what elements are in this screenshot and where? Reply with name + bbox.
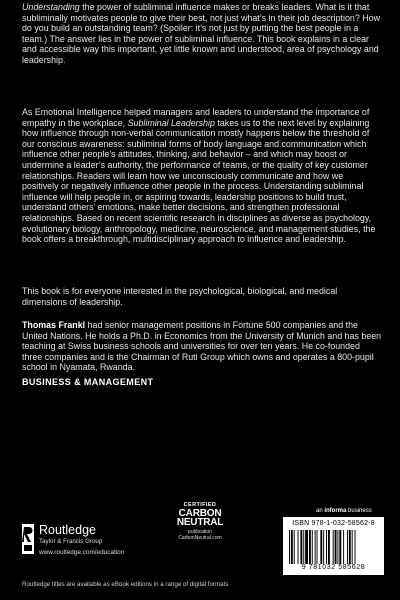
barcode-bar <box>298 530 299 564</box>
publisher-name: Routledge <box>39 523 96 537</box>
barcode-icon <box>289 530 378 564</box>
carbon-neutral-badge <box>170 502 230 562</box>
publication-label: publication <box>188 529 212 535</box>
barcode-bar <box>315 530 316 564</box>
barcode-bar <box>320 530 322 564</box>
barcode-bar <box>328 530 330 564</box>
author-bio-text: had senior management positions in Fortune 500 companies and the United Nations. He holds a Ph.D. in Economics from the University of Munich and has been teaching at Swiss business schools and universities for over ten years. He co-founded three companies and is the Chairman of Ruti Group which owns and operates a 800-pupil school in Nyamata, Rwanda. <box>22 320 382 373</box>
author-name: Thomas Frankl <box>22 320 86 330</box>
carbon-neutral-site: CarbonNeutral.com <box>178 535 222 541</box>
informa-suffix: business <box>346 508 372 514</box>
barcode-bar <box>333 530 334 564</box>
barcode-bar <box>352 530 353 564</box>
barcode-bar <box>309 530 311 564</box>
description-paragraph-1 <box>22 2 382 66</box>
barcode-bar <box>355 530 356 564</box>
description-paragraph-3 <box>22 286 382 307</box>
publisher-logo <box>22 522 162 562</box>
neutral-label: NEUTRAL <box>176 517 224 528</box>
paragraph-2-start: As Emotional Intelligence helped managers and leaders to understand the importance of empathy in the workplace, <box>22 107 370 128</box>
barcode-bar <box>339 530 341 564</box>
barcode-bar <box>343 530 344 564</box>
barcode-bar <box>347 530 348 564</box>
informa-prefix: an <box>316 508 325 514</box>
barcode-bars <box>289 530 378 564</box>
intro-emphasis: Understanding <box>22 2 80 12</box>
carbon-label: CARBON <box>178 508 222 519</box>
publisher-url[interactable]: www.routledge.com/education <box>39 549 125 556</box>
barcode-bar <box>291 530 293 564</box>
barcode-bar <box>326 530 327 564</box>
barcode-bar <box>303 530 304 564</box>
routledge-mark-icon <box>22 524 34 554</box>
audience-text: This book is for everyone interested in the psychological, biological, and medical dimensions of leadership. <box>22 286 338 307</box>
isbn-text: ISBN 978-1-032-58562-8 <box>292 520 375 527</box>
barcode-bar <box>305 530 308 564</box>
barcode-bar <box>317 530 318 564</box>
paragraph-1-text: the power of subliminal influence makes or breaks leaders. What is it that subliminally motivates people to give their best, not just what’s in their job description? How do you build an outstanding team? (Spoiler: it’s not just by putting the best people in a team.) The answer lies in the power of subliminal influence. This book explains in a clear and accessible way this important, yet little known and understood, area of psychology and leadership. <box>22 2 380 65</box>
category-label: BUSINESS & MANAGEMENT <box>22 377 154 387</box>
publisher-group: Taylor & Francis Group <box>39 538 103 545</box>
barcode-bar <box>335 530 337 564</box>
informa-tagline <box>316 508 372 514</box>
barcode-bar <box>294 530 295 564</box>
barcode-digits: 9 781032 585628 <box>301 564 366 571</box>
barcode-bar <box>323 530 324 564</box>
barcode-bar <box>289 530 290 564</box>
barcode-bar <box>300 530 302 564</box>
barcode-bar <box>337 530 338 564</box>
isbn-barcode <box>283 517 384 575</box>
paragraph-2-text: takes us to the next level by explaining how influence through non-verbal communication mostly happens below the threshold of our conscious awareness: subliminal forms of body language and communication which influence other people’s attitudes, thinking, and behavior – and which may boost or undermine a leader’s authority, the performance of teams, or the quality of key customer relationships. Readers will learn how we unconsciously communicate and how we positively or negatively influence other people in the process. Understanding subliminal influence will help people in, or aspiring towards, leadership positions to build trust, understand others’ emotions, make better decisions, and strengthen professional relationships. Based on recent scientific research in disciplines as diverse as psychology, evolutionary biology, anthropology, medicine, neuroscience, and management studies, the book offers a breakthrough, multidisciplinary approach to influence and leadership. <box>22 117 376 245</box>
ebook-footnote: Routledge titles are available as eBook editions in a range of digital formats <box>22 581 229 588</box>
book-title-emphasis: Subliminal Leadership <box>127 117 215 128</box>
description-paragraph-2 <box>22 107 382 245</box>
informa-brand: informa <box>324 508 347 514</box>
barcode-bar <box>312 530 313 564</box>
author-bio <box>22 320 382 373</box>
certified-label: CERTIFIED <box>183 502 217 508</box>
barcode-bar <box>349 530 351 564</box>
